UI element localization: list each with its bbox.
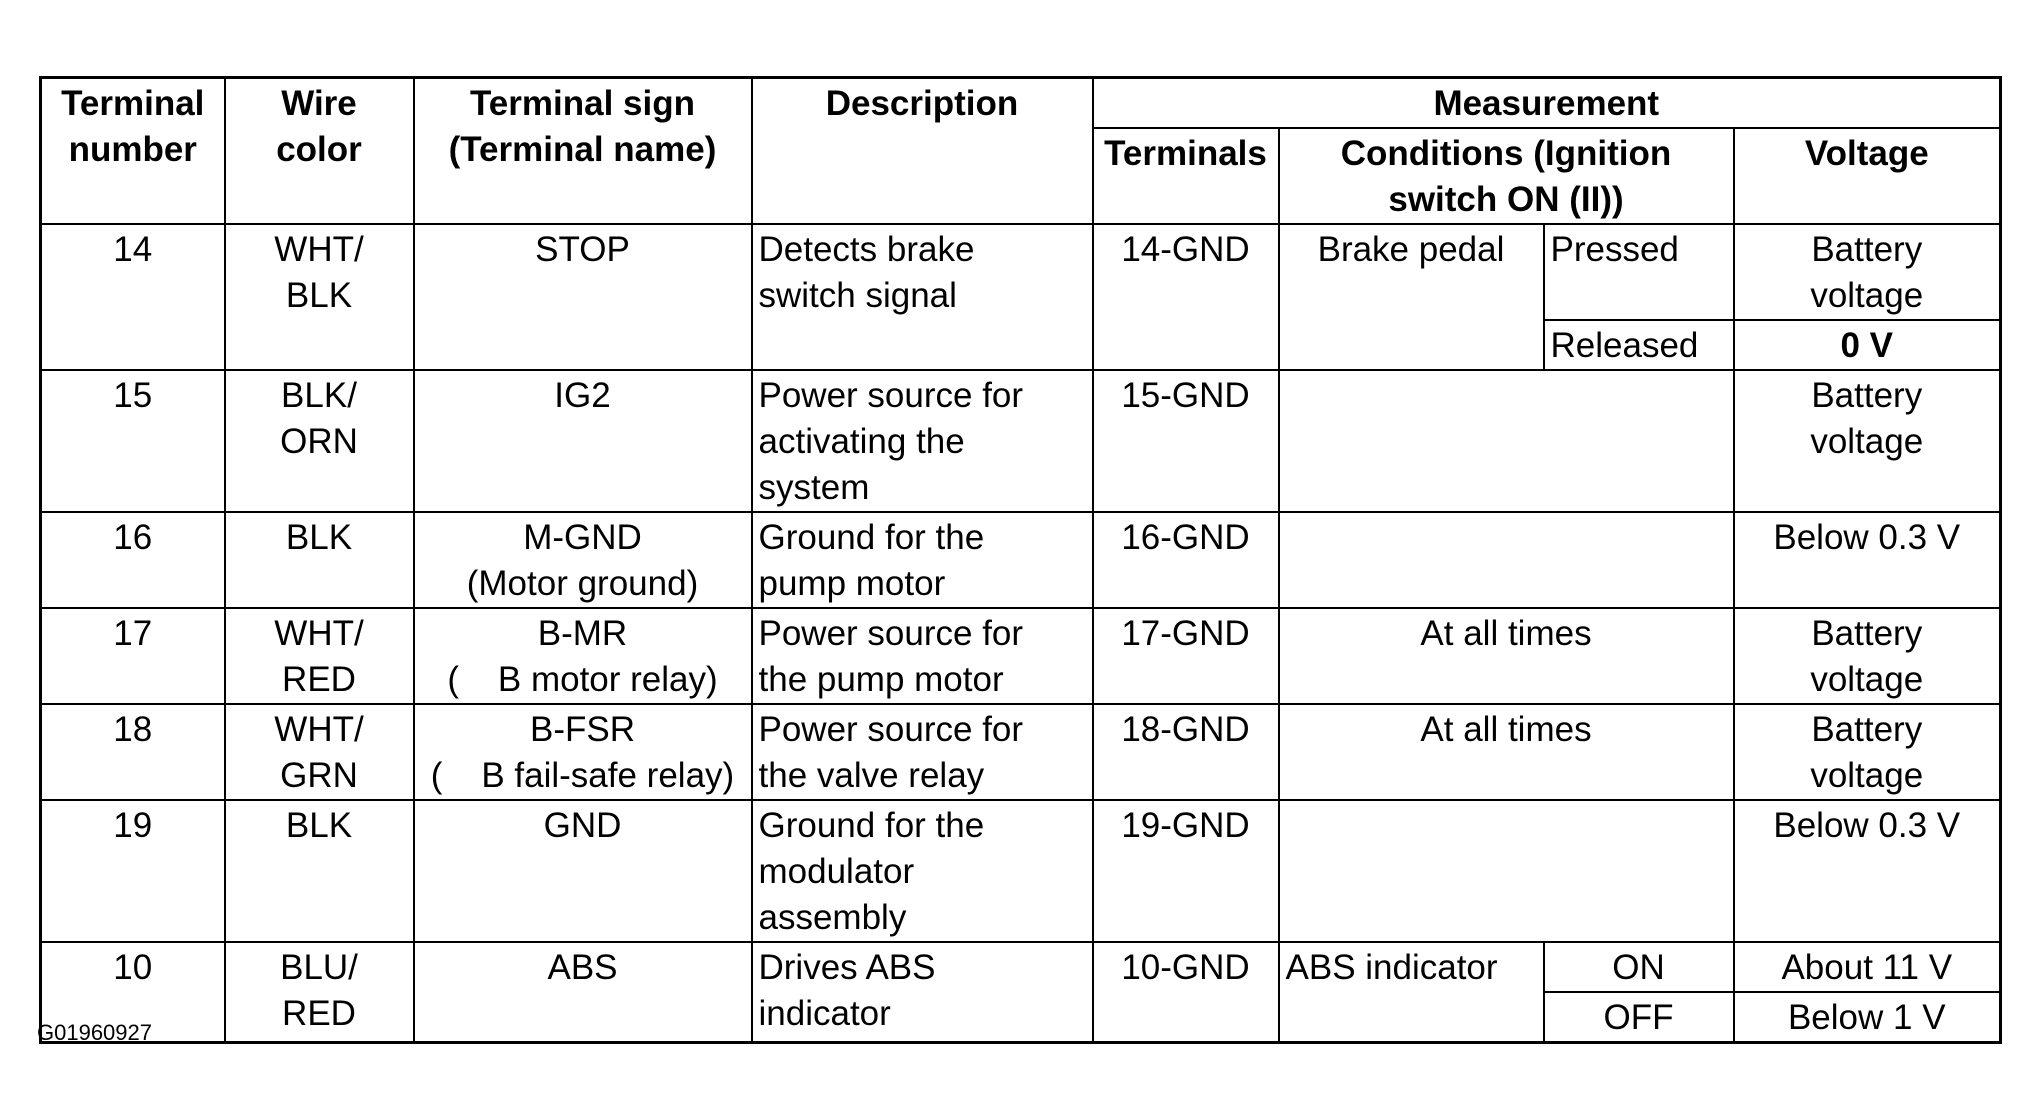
table-row bbox=[41, 370, 2001, 512]
voltage: 0 V bbox=[1734, 320, 2001, 370]
terminal-number: 10 bbox=[41, 942, 225, 1043]
table-row bbox=[41, 224, 2001, 320]
description: Ground for the pump motor bbox=[752, 512, 1093, 608]
terminal-sign: B-MR ( B motor relay) bbox=[414, 608, 752, 704]
description: Power source for the valve relay bbox=[752, 704, 1093, 800]
voltage: Battery voltage bbox=[1734, 370, 2001, 512]
description: Drives ABS indicator bbox=[752, 942, 1093, 1043]
terminals: 16-GND bbox=[1093, 512, 1279, 608]
terminals: 19-GND bbox=[1093, 800, 1279, 942]
condition: At all times bbox=[1279, 608, 1734, 704]
terminal-sign: GND bbox=[414, 800, 752, 942]
description: Power source for activating the system bbox=[752, 370, 1093, 512]
terminal-sign: ABS bbox=[414, 942, 752, 1043]
condition bbox=[1279, 800, 1734, 942]
terminal-number: 15 bbox=[41, 370, 225, 512]
header-row bbox=[41, 78, 2001, 129]
terminals: 10-GND bbox=[1093, 942, 1279, 1043]
header-terminal-sign: Terminal sign (Terminal name) bbox=[414, 78, 752, 225]
header-conditions: Conditions (Ignition switch ON (II)) bbox=[1279, 128, 1734, 224]
header-terminals: Terminals bbox=[1093, 128, 1279, 224]
voltage: Battery voltage bbox=[1734, 224, 2001, 320]
wire-color: WHT/ GRN bbox=[225, 704, 414, 800]
table-row bbox=[41, 608, 2001, 704]
terminal-sign: B-FSR ( B fail-safe relay) bbox=[414, 704, 752, 800]
wire-color: BLK bbox=[225, 800, 414, 942]
terminal-number: 17 bbox=[41, 608, 225, 704]
condition: At all times bbox=[1279, 704, 1734, 800]
voltage: Below 1 V bbox=[1734, 992, 2001, 1043]
table-row bbox=[41, 800, 2001, 942]
header-terminal-number: Terminal number bbox=[41, 78, 225, 225]
header-wire-color: Wire color bbox=[225, 78, 414, 225]
condition: ABS indicator bbox=[1279, 942, 1544, 1043]
wire-color: BLK bbox=[225, 512, 414, 608]
table-row bbox=[41, 512, 2001, 608]
terminal-number: 19 bbox=[41, 800, 225, 942]
figure-id: G01960927 bbox=[37, 1020, 152, 1045]
condition: Brake pedal bbox=[1279, 224, 1544, 370]
header-voltage: Voltage bbox=[1734, 128, 2001, 224]
voltage: Battery voltage bbox=[1734, 704, 2001, 800]
terminal-number: 18 bbox=[41, 704, 225, 800]
header-measurement: Measurement bbox=[1093, 78, 2001, 129]
terminal-spec-table bbox=[39, 76, 2002, 1044]
condition bbox=[1279, 370, 1734, 512]
table-row bbox=[41, 942, 2001, 992]
wire-color: BLK/ ORN bbox=[225, 370, 414, 512]
terminal-sign: STOP bbox=[414, 224, 752, 370]
terminals: 18-GND bbox=[1093, 704, 1279, 800]
wire-color: BLU/ RED bbox=[225, 942, 414, 1043]
terminal-number: 16 bbox=[41, 512, 225, 608]
sub-condition: ON bbox=[1544, 942, 1734, 992]
description: Power source for the pump motor bbox=[752, 608, 1093, 704]
description: Detects brake switch signal bbox=[752, 224, 1093, 370]
sub-condition: Pressed bbox=[1544, 224, 1734, 320]
voltage: Below 0.3 V bbox=[1734, 512, 2001, 608]
terminal-sign: IG2 bbox=[414, 370, 752, 512]
terminals: 15-GND bbox=[1093, 370, 1279, 512]
condition bbox=[1279, 512, 1734, 608]
wire-color: WHT/ BLK bbox=[225, 224, 414, 370]
voltage: Below 0.3 V bbox=[1734, 800, 2001, 942]
description: Ground for the modulator assembly bbox=[752, 800, 1093, 942]
header-description: Description bbox=[752, 78, 1093, 225]
voltage: Battery voltage bbox=[1734, 608, 2001, 704]
voltage: About 11 V bbox=[1734, 942, 2001, 992]
sub-condition: OFF bbox=[1544, 992, 1734, 1043]
table-row bbox=[41, 704, 2001, 800]
terminal-number: 14 bbox=[41, 224, 225, 370]
terminals: 14-GND bbox=[1093, 224, 1279, 370]
terminal-sign: M-GND (Motor ground) bbox=[414, 512, 752, 608]
sub-condition: Released bbox=[1544, 320, 1734, 370]
wire-color: WHT/ RED bbox=[225, 608, 414, 704]
terminals: 17-GND bbox=[1093, 608, 1279, 704]
